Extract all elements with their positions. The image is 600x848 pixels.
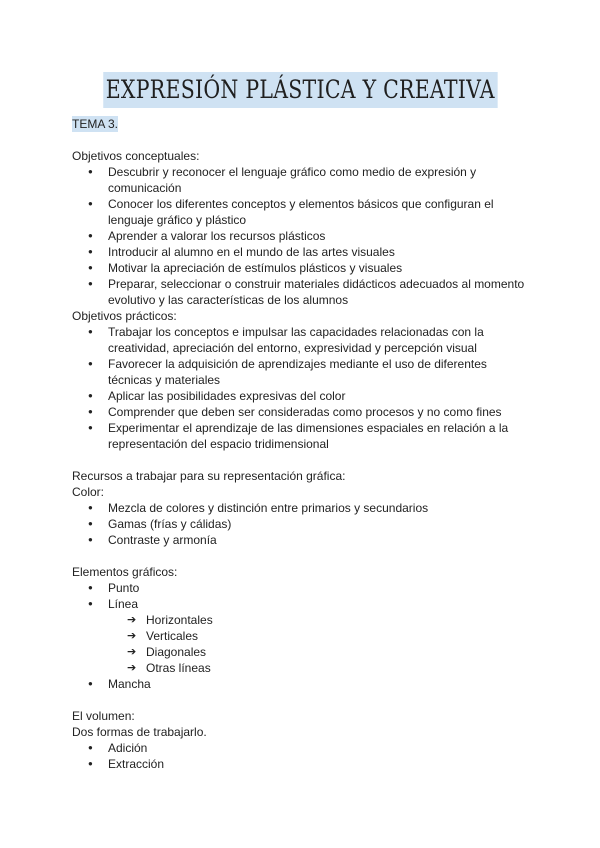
- practical-objectives-list: [72, 324, 532, 452]
- spacer: [72, 132, 532, 148]
- list-item: ● Descubrir y reconocer el lenguaje gráfico como medio de expresión y comunicación: [72, 164, 532, 196]
- volume-heading: El volumen:: [72, 709, 135, 723]
- list-item: ● Adición: [72, 740, 532, 756]
- practical-objectives-heading: Objetivos prácticos:: [72, 309, 177, 323]
- list-item: ● Extracción: [72, 756, 532, 772]
- resources-heading: Recursos a trabajar para su representación gráfica:: [72, 469, 346, 483]
- list-item-label: Línea: [108, 597, 139, 611]
- list-item: ● Motivar la apreciación de estímulos plásticos y visuales: [72, 260, 532, 276]
- list-item: ● Mezcla de colores y distinción entre primarios y secundarios: [72, 500, 532, 516]
- list-item: ● Aprender a valorar los recursos plásticos: [72, 228, 532, 244]
- graphic-elements-list-continued: [72, 676, 532, 692]
- conceptual-objectives-heading: Objetivos conceptuales:: [72, 149, 200, 163]
- document-title: EXPRESIÓN PLÁSTICA Y CREATIVA: [103, 72, 497, 108]
- arrow-list-item: ➔ Otras líneas: [91, 660, 532, 676]
- list-item: ● Contraste y armonía: [72, 532, 532, 548]
- volume-subheading: Dos formas de trabajarlo.: [72, 725, 207, 739]
- list-item: ● Trabajar los conceptos e impulsar las capacidades relacionadas con la creatividad, apreciación del entorno, expresividad y percepción visual: [72, 324, 532, 356]
- arrow-list-item: ➔ Diagonales: [91, 644, 532, 660]
- list-item: ● Gamas (frías y cálidas): [72, 516, 532, 532]
- list-item: ● Mancha: [72, 676, 532, 692]
- list-item: ● Comprender que deben ser consideradas como procesos y no como fines: [72, 404, 532, 420]
- list-item-linea: [72, 596, 532, 612]
- list-item: ● Punto: [72, 580, 532, 596]
- volume-list: [72, 740, 532, 772]
- graphic-elements-heading: Elementos gráficos:: [72, 565, 178, 579]
- line-types-list: [91, 612, 532, 676]
- document-body: [72, 116, 532, 772]
- spacer: [72, 548, 532, 564]
- list-item: ● Experimentar el aprendizaje de las dimensiones espaciales en relación a la representación del espacio tridimensional: [72, 420, 532, 452]
- conceptual-objectives-list: [72, 164, 532, 308]
- list-item: ● Introducir al alumno en el mundo de las artes visuales: [72, 244, 532, 260]
- spacer: [72, 692, 532, 708]
- color-heading: Color:: [72, 485, 105, 499]
- topic-line: [72, 116, 532, 132]
- arrow-list-item: ➔ Verticales: [91, 628, 532, 644]
- color-list: [72, 500, 532, 548]
- arrow-list-item: ➔ Horizontales: [91, 612, 532, 628]
- graphic-elements-list: [72, 580, 532, 612]
- topic-label: TEMA 3.: [72, 117, 119, 131]
- spacer: [72, 452, 532, 468]
- list-item: ● Aplicar las posibilidades expresivas del color: [72, 388, 532, 404]
- list-item: ● Favorecer la adquisición de aprendizajes mediante el uso de diferentes técnicas y materiales: [72, 356, 532, 388]
- title-container: [0, 72, 600, 108]
- list-item: ● Preparar, seleccionar o construir materiales didácticos adecuados al momento evolutivo y las características de los alumnos: [72, 276, 532, 308]
- list-item: ● Conocer los diferentes conceptos y elementos básicos que configuran el lenguaje gráfico y plástico: [72, 196, 532, 228]
